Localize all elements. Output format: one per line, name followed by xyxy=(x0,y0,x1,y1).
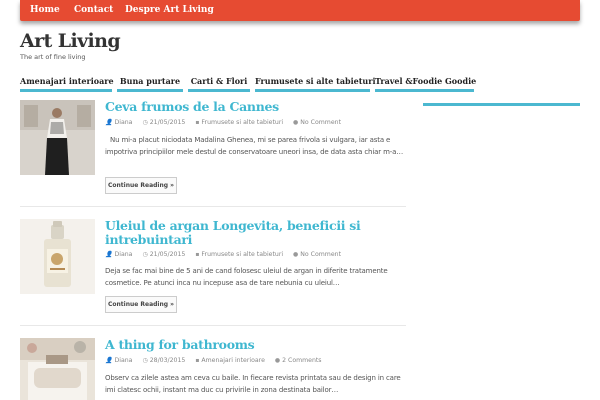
nav-item-amenajari[interactable]: Amenajari interioare xyxy=(20,72,112,92)
post-divider xyxy=(20,325,406,326)
folder-icon: ▪ xyxy=(195,251,200,258)
post-comments[interactable]: No Comment xyxy=(300,251,341,258)
comment-icon: ● xyxy=(293,251,299,258)
topnav-despre-link[interactable]: Despre Art Living xyxy=(125,5,214,15)
post-comments[interactable]: No Comment xyxy=(300,119,341,126)
fashion-photo-image xyxy=(20,100,95,175)
post-date: 21/05/2015 xyxy=(149,119,186,126)
post-excerpt: Observ ca zilele astea am ceva cu baile. In fiecare revista printata sau de design in care imi clatesc ochii, instant ma duc cu privirile in zona destinata bailor… xyxy=(105,374,401,394)
continue-reading-button[interactable]: Continue Reading » xyxy=(105,296,177,313)
clock-icon: ◷ xyxy=(142,251,148,258)
post-title[interactable]: Ceva frumos de la Cannes xyxy=(105,99,279,114)
post-author[interactable]: Diana xyxy=(114,357,133,364)
top-navigation-bar xyxy=(20,0,580,21)
post-author[interactable]: Diana xyxy=(114,119,133,126)
folder-icon: ▪ xyxy=(195,119,200,126)
argan-oil-photo-image xyxy=(20,219,95,294)
nav-item-travel-foodie[interactable]: Travel &Foodie Goodie xyxy=(375,72,474,92)
post-date: 21/05/2015 xyxy=(149,251,186,258)
post-category[interactable]: Frumusete si alte tabieturi xyxy=(201,251,284,258)
post-meta xyxy=(105,119,349,126)
nav-item-carti-flori[interactable]: Carti & Flori xyxy=(188,72,250,92)
post-excerpt: Nu mi-a placut niciodata Madalina Ghenea, mi se parea frivola si vulgara, iar asta e impotriva principiilor mele destul de conservatoare uneori insa, de data asta chiar m-a… xyxy=(105,136,404,156)
post-title[interactable]: A thing for bathrooms xyxy=(105,337,255,352)
site-tagline: The art of fine living xyxy=(20,53,86,61)
post-meta xyxy=(105,251,349,258)
post-category[interactable]: Frumusete si alte tabieturi xyxy=(201,119,284,126)
continue-reading-button[interactable]: Continue Reading » xyxy=(105,177,177,194)
post-meta xyxy=(105,357,330,364)
post-thumbnail[interactable] xyxy=(20,338,95,400)
post-category[interactable]: Amenajari interioare xyxy=(201,357,265,364)
user-icon: 👤 xyxy=(105,251,113,258)
post-thumbnail[interactable] xyxy=(20,100,95,175)
user-icon: 👤 xyxy=(105,357,113,364)
clock-icon: ◷ xyxy=(142,357,148,364)
post-excerpt: Deja se fac mai bine de 5 ani de cand folosesc uleiul de argan in diferite tratamente cosmetice. Pe atunci inca nu incepuse asa de tare nebunia cu uleiul… xyxy=(105,267,388,287)
comment-icon: ● xyxy=(274,357,281,364)
post-title[interactable]: Uleiul de argan Longevita, beneficii si intrebuintari xyxy=(105,218,361,247)
clock-icon: ◷ xyxy=(142,119,148,126)
post-thumbnail[interactable] xyxy=(20,219,95,294)
bathroom-photo-image xyxy=(20,338,95,400)
folder-icon: ▪ xyxy=(195,357,200,364)
nav-item-frumusete[interactable]: Frumusete si alte tabieturi xyxy=(255,72,370,92)
topnav-contact-link[interactable]: Contact xyxy=(74,5,114,15)
site-title[interactable]: Art Living xyxy=(20,30,121,52)
topnav-home-link[interactable]: Home xyxy=(30,5,60,15)
comment-icon: ● xyxy=(293,119,299,126)
sidebar-divider xyxy=(423,103,580,106)
nav-item-buna-purtare[interactable]: Buna purtare xyxy=(117,72,183,92)
user-icon: 👤 xyxy=(105,119,113,126)
post-comments[interactable]: 2 Comments xyxy=(282,357,322,364)
post-date: 28/03/2015 xyxy=(149,357,186,364)
post-divider xyxy=(20,206,406,207)
post-author[interactable]: Diana xyxy=(114,251,133,258)
